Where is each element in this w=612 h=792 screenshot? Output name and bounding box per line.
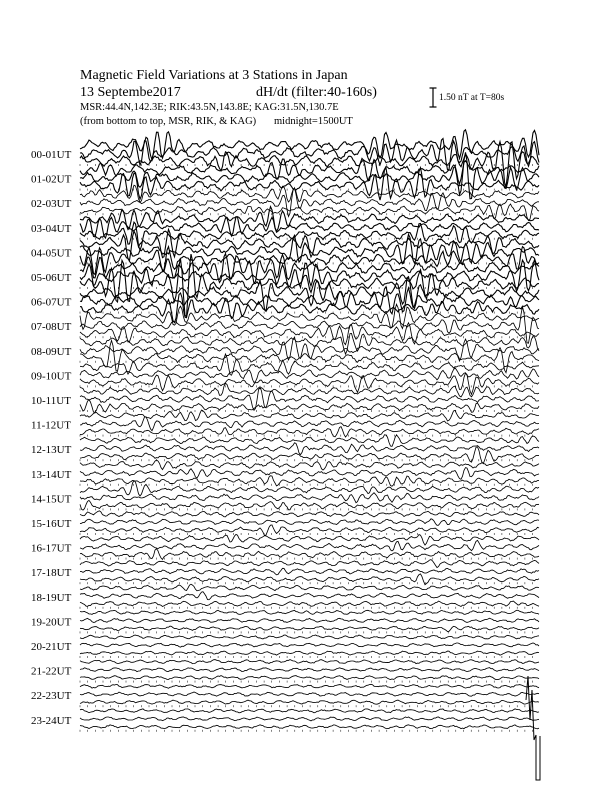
trace-spike (526, 676, 540, 780)
trace-kag-18-19UT (80, 584, 539, 591)
minute-ticks (80, 730, 533, 732)
trace-rik-20-21UT (80, 643, 539, 647)
minute-ticks (80, 558, 533, 560)
hour-label: 22-23UT (31, 690, 72, 703)
hour-label: 18-19UT (31, 591, 72, 604)
minute-ticks (80, 582, 533, 584)
minute-ticks (80, 484, 533, 486)
minute-ticks (80, 410, 533, 412)
trace-rik-17-18UT (80, 568, 539, 575)
minute-ticks (80, 385, 533, 387)
trace-kag-19-20UT (80, 610, 539, 614)
trace-rik-23-24UT (80, 717, 539, 721)
trace-msr-21-22UT (80, 676, 539, 680)
trace-rik-19-20UT (80, 618, 539, 622)
hour-label: 20-21UT (31, 641, 72, 653)
minute-ticks (80, 607, 533, 609)
station-coordinates: MSR:44.4N,142.3E; RIK:43.5N,143.8E; KAG:31.5N,130.7E (80, 102, 339, 113)
trace-kag-20-21UT (80, 635, 539, 639)
hour-label: 10-11UT (31, 395, 71, 407)
hour-label: 02-03UT (31, 198, 72, 211)
minute-ticks (80, 533, 533, 535)
trace-kag-01-02UT (80, 158, 539, 184)
trace-kag-17-18UT (80, 560, 539, 568)
hour-label: 08-09UT (31, 345, 72, 358)
minute-ticks (80, 705, 533, 707)
trace-rik-21-22UT (80, 668, 539, 672)
minute-ticks (80, 656, 533, 658)
hour-label: 19-20UT (31, 616, 72, 629)
trace-rik-11-12UT (80, 417, 539, 431)
hour-label: 16-17UT (31, 542, 72, 555)
minute-ticks (80, 312, 533, 314)
hour-label: 06-07UT (31, 296, 72, 309)
hour-label: 07-08UT (31, 321, 72, 334)
trace-rik-15-16UT (80, 519, 539, 526)
chart-parameter: dH/dt (filter:40-160s) (256, 85, 377, 100)
trace-rik-12-13UT (80, 443, 539, 455)
hour-label: 01-02UT (31, 173, 72, 186)
station-order-note: (from bottom to top, MSR, RIK, & KAG) (80, 116, 257, 127)
trace-kag-16-17UT (80, 534, 539, 545)
trace-kag-22-23UT (80, 684, 539, 688)
hour-label: 21-22UT (31, 665, 72, 678)
hour-label: 09-10UT (31, 370, 72, 383)
chart-date: 13 Septembe2017 (80, 85, 181, 100)
hour-label: 00-01UT (31, 149, 72, 161)
hour-label: 11-12UT (31, 419, 71, 432)
trace-msr-19-20UT (80, 626, 539, 632)
minute-ticks (80, 459, 533, 461)
trace-kag-23-24UT (80, 709, 539, 713)
trace-rik-14-15UT (80, 493, 539, 503)
midnight-note: midnight=1500UT (274, 116, 353, 127)
hour-label: 15-16UT (31, 518, 72, 530)
minute-ticks (80, 361, 533, 363)
trace-msr-20-21UT (80, 651, 539, 655)
trace-kag-21-22UT (80, 660, 539, 664)
minute-ticks (80, 336, 533, 338)
trace-rik-18-19UT (80, 592, 539, 600)
hour-label: 17-18UT (31, 567, 72, 580)
trace-msr-22-23UT (80, 700, 539, 704)
trace-msr-18-19UT (80, 601, 539, 606)
trace-kag-15-16UT (80, 511, 539, 517)
hour-label: 13-14UT (31, 468, 72, 481)
trace-msr-23-24UT (80, 725, 539, 729)
scale-label: 1.50 nT at T=80s (439, 93, 505, 103)
hour-label: 04-05UT (31, 247, 72, 260)
trace-rik-22-23UT (80, 692, 539, 696)
hour-label: 23-24UT (31, 714, 72, 727)
minute-ticks (80, 508, 533, 510)
trace-rik-16-17UT (80, 540, 539, 550)
minute-ticks (80, 681, 533, 683)
minute-ticks (80, 631, 533, 633)
hour-label: 14-15UT (31, 493, 72, 506)
hour-label: 05-06UT (31, 272, 72, 284)
hour-label: 12-13UT (31, 444, 72, 457)
minute-ticks (80, 435, 533, 437)
chart-title: Magnetic Field Variations at 3 Stations in Japan (80, 68, 348, 83)
hour-label: 03-04UT (31, 222, 72, 235)
